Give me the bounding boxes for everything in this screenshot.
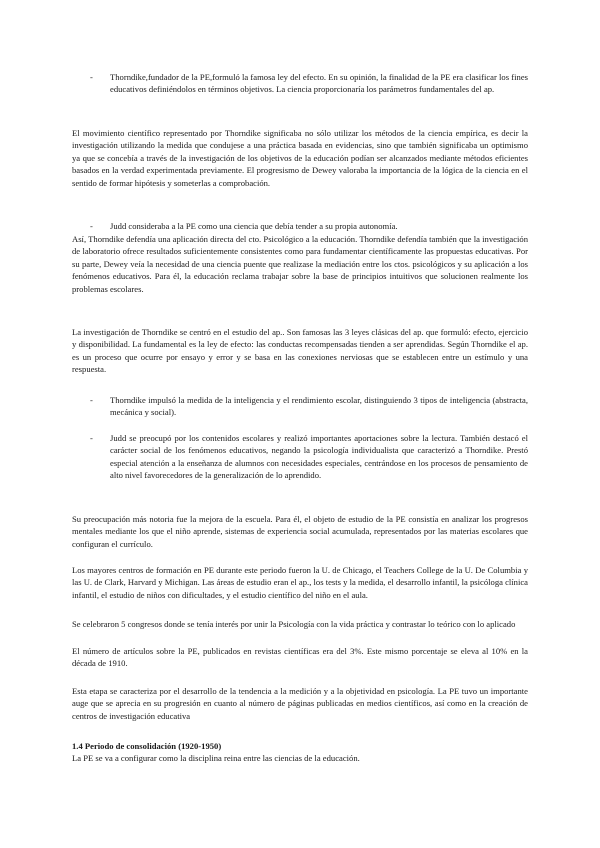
bullet-marker: -	[90, 395, 93, 405]
paragraph-thorndike-laws: La investigación de Thorndike se centró en el estudio del ap.. Son famosas las 3 leyes clásicas del ap. que formuló: efecto, ejercicio y disponibilidad. La fundamental es la ley de efecto: las conductas recompensadas tienden a ser aprendidas. Según Thorndike el ap. es un proceso que ocurre por ensayo y error y se basa en las conexiones nerviosas que se establecen entre un estímulo y una respuesta.	[72, 327, 528, 375]
bullet-marker: -	[90, 72, 93, 82]
paragraph-training-centers: Los mayores centros de formación en PE durante este periodo fueron la U. de Chicago, el Teachers College de la U. De Columbia y las U. de Clark, Harvard y Michigan. Las áreas de estudio eran el ap., los tests y la medida, el desarrollo infantil, la psicóloga clínica infantil, el estudio de niños con dificultades, y el estudio científico del niño en el aula.	[72, 565, 528, 600]
bullet-text: Thorndike impulsó la medida de la inteligencia y el rendimiento escolar, distinguiendo 3 tipos de inteligencia (abstracta, mecánica y social).	[110, 395, 528, 418]
paragraph-congresses: Se celebraron 5 congresos donde se tenía interés por unir la Psicología con la vida práctica y contrastar lo teórico con lo aplicado	[72, 619, 516, 629]
bullet-text: Judd consideraba a la PE como una ciencia que debía tender a su propia autonomía.	[110, 221, 398, 231]
paragraph-school-improvement: Su preocupación más notoria fue la mejora de la escuela. Para él, el objeto de estudio de la PE consistía en analizar los progresos mentales mediante los que el niño aprende, sistemas de experiencia social acumulada, representados por las materias escolares que configuran el currículo.	[72, 514, 528, 549]
bullet-text: Judd se preocupó por los contenidos escolares y realizó importantes aportaciones sobre la lectura. También destacó el carácter social de los fenómenos educativos, negando la psicología individualista que caracterizó a Thorndike. Prestó especial atención a la enseñanza de alumnos con necesidades especiales, centrándose en los procesos de pensamiento de alto nivel favorecedores de la generalización de lo aprendido.	[110, 433, 528, 481]
paragraph-scientific-movement: El movimiento científico representado por Thorndike significaba no sólo utilizar los métodos de la ciencia empírica, es decir la investigación utilizando la medida que condujese a una práctica basada en evidencias, sino que también significaba un optimismo ya que se concebía a través de la investigación de los objetivos de la educación podían ser alcanzados mediante métodos eficientes basados en la verdad experimentada previamente. El progresismo de Dewey valoraba la importancia de la lógica de la ciencia en el sentido de formar hipótesis y someterlas a comprobación.	[72, 128, 528, 188]
paragraph-stage-characteristics: Esta etapa se caracteriza por el desarrollo de la tendencia a la medición y a la objetividad en psicología. La PE tuvo un importante auge que se aprecia en su progresión en cuanto al número de páginas publicadas en medios científicos, así como en la creación de centros de investigación educativa	[72, 686, 528, 721]
section-heading: 1.4 Periodo de consolidación (1920-1950)	[72, 741, 222, 751]
bullet-marker: -	[90, 221, 93, 231]
paragraph-thorndike-application: Así, Thorndike defendía una aplicación directa del cto. Psicológico a la educación. Thorndike defendía también que la investigación de laboratorio ofrece resultados suficientemente consistentes como para fundamentar científicamente las propuestas educativas. Por su parte, Dewey veía la necesidad de una ciencia puente que realizase la mediación entre los ctos. psicológicos y su aplicación a los fenómenos educativos. Para él, la educación reclama trabajar sobre la base de principios intuitivos que solucionen realmente los problemas escolares.	[72, 234, 528, 294]
paragraph-consolidation: La PE se va a configurar como la disciplina reina entre las ciencias de la educación.	[72, 753, 360, 763]
bullet-text: Thorndike,fundador de la PE,formuló la famosa ley del efecto. En su opinión, la finalidad de la PE era clasificar los fines educativos definiéndolos en términos objetivos. La ciencia proporcionaría los parámetros fundamentales del ap.	[110, 72, 528, 95]
bullet-marker: -	[90, 433, 93, 443]
paragraph-articles-percentage: El número de artículos sobre la PE, publicados en revistas científicas era del 3%. Este mismo porcentaje se eleva al 10% en la década de 1910.	[72, 646, 528, 669]
